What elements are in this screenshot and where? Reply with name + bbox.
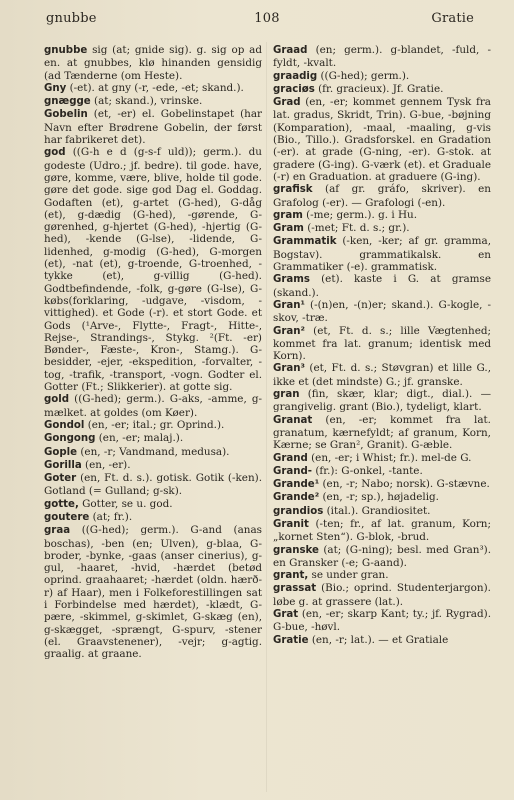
entry-body: (-met; Ft. d. s.; gr.). bbox=[303, 222, 410, 235]
dictionary-entry bbox=[44, 498, 262, 511]
entry-body: (fin, skær, klar; digt., dial.). — grangivelig. grant (Bio.), tydeligt, klart. bbox=[273, 388, 491, 414]
entry-body: (et, Ft. d. s.; Støvgran) et lille G., ikke et (det mindste) G.; jf. granske. bbox=[273, 362, 491, 388]
dictionary-entry bbox=[44, 511, 262, 524]
entry-headword: Gny bbox=[44, 82, 67, 94]
entry-body: (fr. gracieux). Jf. Gratie. bbox=[314, 82, 444, 95]
dictionary-entry bbox=[44, 446, 262, 459]
dictionary-entry bbox=[44, 95, 262, 108]
entry-headword: Gobelin bbox=[44, 109, 88, 121]
entry-headword: grandios bbox=[273, 505, 324, 517]
entry-body: se under gran. bbox=[308, 569, 389, 582]
entry-body: (-me; germ.). g. i Hu. bbox=[302, 208, 418, 221]
entry-headword: Grad bbox=[273, 97, 301, 109]
entry-body: (en, -r; sp.), højadelig. bbox=[319, 491, 439, 504]
dictionary-entry bbox=[273, 388, 491, 414]
entry-body: (et). kaste i G. at gramse (skand.). bbox=[273, 273, 491, 299]
dictionary-entry bbox=[44, 44, 262, 82]
dictionary-entry bbox=[273, 299, 491, 325]
entry-headword: grafisk bbox=[273, 184, 313, 196]
entry-body: ((G-hed); germ.). G-and (anas boschas), -ben (en; Ulven), g-blaa, G-broder, -bynke, -gaas (anser cinerius), g-gul, -haaret, -hvid, -hærdet (betød oprind. graahaaret; -hærdet (oldn. hærð-r) af Haar), men i Folkeforestillingen sat i Forbindelse med hærdet), -klædt, G-pære, -skimmel, g-skimlet, G-skæg (en), g-skægget, -sprængt, G-spurv, -stener (el. Graavstenener), -vejr; g-agtig. graalig. at graane. bbox=[44, 524, 262, 661]
dictionary-entry bbox=[273, 44, 491, 70]
dictionary-entry bbox=[273, 273, 491, 299]
running-head bbox=[44, 11, 490, 29]
entry-headword: Grand- bbox=[273, 465, 313, 477]
dictionary-entry bbox=[273, 183, 491, 209]
entry-headword: Gratie bbox=[273, 634, 309, 646]
entry-headword: Grand bbox=[273, 452, 308, 464]
left-column bbox=[44, 44, 262, 661]
entry-body: ((G-hed); germ.). bbox=[317, 69, 410, 82]
dictionary-entry bbox=[44, 459, 262, 472]
entry-headword: Gram bbox=[273, 223, 304, 235]
entry-body: ((G-hed); germ.). G-aks, -amme, g-mælket. at goldes (om Køer). bbox=[44, 393, 262, 419]
entry-headword: god bbox=[44, 147, 66, 159]
entry-headword: Grat bbox=[273, 609, 299, 621]
entry-body: ((G-h e d (g-s-f uld)); germ.). du godeste (Udro.; jf. bedre). til gode. have, gøre, komme, være, blive, holde til gode. gøre det gode. sige god Dag el. Goddag. Godaften (et), g-artet (G-hed), G-dåg (et), g-dædig (G-hed), -gørende, G-gørenhed, g-hjertet (G-hed), -hjertig (G-hed), -kende (G-lse), -lidende, G-lidenhed, g-modig (G-hed), G-morgen (et), -nat (et), g-troende, G-troenhed, -tykke (et), g-villig (G-hed). Godtbefindende, -folk, g-gøre (G-lse), G-købs(forklaring, -udgave, -visdom, -vittighed). et Gode (-r). et stort Gode. et Gods (¹Arve-, Flytte-, Fragt-, Hitte-, Rejse-, Strandings-, Stykg. ²(Ft. -er) Bønder-, Fæste-, Kron-, Stamg.). G-besidder, -ejer, -ekspedition, -forvalter, -tog, -trafik, -transport, -vogn. Godter el. Gotter (Ft.; Slikkerier). at gotte sig. bbox=[44, 146, 262, 394]
dictionary-entry bbox=[44, 108, 262, 146]
entry-headword: gran bbox=[273, 389, 300, 401]
entry-body: (ital.). Grandiositet. bbox=[323, 504, 431, 517]
entry-headword: graciøs bbox=[273, 83, 315, 95]
entry-body: (at; skand.), vrinske. bbox=[90, 95, 203, 108]
entry-body: (en, -er; i Whist; fr.). mel-de G. bbox=[307, 451, 472, 464]
entry-body: (af gr. gráfo, skriver). en Grafolog (-er). — Grafologi (-en). bbox=[273, 183, 491, 209]
entry-body: (at; fr.). bbox=[89, 510, 133, 523]
dictionary-entry bbox=[44, 393, 262, 419]
dictionary-entry bbox=[273, 414, 491, 452]
dictionary-entry bbox=[273, 569, 491, 582]
entry-headword: Gorilla bbox=[44, 459, 82, 471]
entry-body: (et, Ft. d. s.; lille Vægtenhed; kommet fra lat. granum; identisk med Korn). bbox=[273, 324, 491, 363]
dictionary-entry bbox=[273, 491, 491, 504]
entry-body: (Bio.; oprind. Studenterjargon). løbe g. at grassere (lat.). bbox=[273, 582, 491, 608]
entry-body: (en, -er; skarp Kant; ty.; jf. Rygrad). G-bue, -høvl. bbox=[273, 608, 491, 634]
entry-headword: gotte, bbox=[44, 498, 79, 510]
dictionary-entry bbox=[273, 608, 491, 634]
entry-headword: Gran² bbox=[273, 325, 305, 337]
entry-body: (en, -er). bbox=[81, 458, 131, 471]
entry-body: (en; germ.). g-blandet, -fuld, -fyldt, -kvalt. bbox=[273, 44, 491, 70]
dictionary-entry bbox=[273, 235, 491, 273]
entry-body: sig (at; gnide sig). g. sig op ad en. at gnubbes, klø hinanden gensidig (ad Tænderne (om Heste). bbox=[44, 44, 262, 82]
entry-body: (et, -er) el. Gobelinstapet (har Navn efter Brødrene Gobelin, der først har fabrikeret det). bbox=[44, 108, 262, 147]
dictionary-entry bbox=[273, 582, 491, 608]
dictionary-entry bbox=[273, 634, 491, 647]
entry-body: (-ken, -ker; af gr. gramma, Bogstav). grammatikalsk. en Grammatiker (-e). grammatisk. bbox=[273, 235, 491, 274]
entry-body: (en, -er; ital.; gr. Oprind.). bbox=[84, 418, 225, 431]
entry-body: (en, -er; kommet fra lat. granatum, kærnefyldt; af granum, Korn, Kærne; se Gran², Granit). G-æble. bbox=[273, 413, 491, 452]
entry-body: (en, -r; lat.). — et Gratiale bbox=[308, 633, 449, 646]
right-column bbox=[273, 44, 491, 647]
entry-headword: granske bbox=[273, 544, 319, 556]
dictionary-entry bbox=[273, 209, 491, 222]
entry-headword: graadig bbox=[273, 70, 318, 82]
entry-headword: Grande² bbox=[273, 492, 320, 504]
entry-headword: grant, bbox=[273, 570, 309, 582]
dictionary-entry bbox=[273, 362, 491, 388]
dictionary-entry bbox=[273, 325, 491, 363]
entry-headword: gram bbox=[273, 209, 303, 221]
entry-headword: Grande¹ bbox=[273, 479, 320, 491]
dictionary-entry bbox=[273, 518, 491, 544]
entry-body: (en, -er; kommet gennem Tysk fra lat. gradus, Skridt, Trin). G-bue, -bøjning (Komparation), -maal, -maaling, g-vis (Bio., Tillo.). Gradsforskel. en Gradation (-er). at grade (G-ning, -er). G-stok. at gradere (G-ing). G-værk (et). et Graduale (-r) en Graduation. at graduere (G-ing). bbox=[273, 96, 491, 183]
page-number: 108 bbox=[254, 11, 280, 26]
header-first-word: gnubbe bbox=[46, 11, 97, 26]
entry-body: (en, -r; Nabo; norsk). G-stævne. bbox=[319, 478, 490, 491]
entry-headword: gnubbe bbox=[44, 45, 88, 56]
entry-body: (fr.): G-onkel, -tante. bbox=[312, 464, 423, 477]
entry-body: (-(n)en, -(n)er; skand.). G-kogle, -skov, -træ. bbox=[273, 298, 491, 325]
dictionary-entry bbox=[44, 524, 262, 660]
entry-headword: Gran³ bbox=[273, 363, 305, 375]
entry-headword: Grams bbox=[273, 274, 310, 286]
dictionary-entry bbox=[44, 419, 262, 432]
entry-headword: graa bbox=[44, 525, 71, 537]
entry-body: (-et). at gny (-r, -ede, -et; skand.). bbox=[66, 81, 244, 94]
column-divider bbox=[266, 42, 267, 792]
entry-headword: Gran¹ bbox=[273, 299, 305, 311]
entry-headword: Gople bbox=[44, 446, 78, 458]
dictionary-entry bbox=[273, 452, 491, 465]
entry-body: (-ten; fr., af lat. granum, Korn; „kornet Sten“). G-blok, -brud. bbox=[273, 517, 491, 544]
dictionary-entry bbox=[273, 465, 491, 478]
entry-headword: Granit bbox=[273, 518, 309, 530]
dictionary-entry bbox=[273, 544, 491, 570]
entry-body: (at; (G-ning); besl. med Gran³). en Gransker (-e; G-aand). bbox=[273, 543, 491, 569]
entry-headword: Goter bbox=[44, 473, 77, 485]
entry-headword: gnægge bbox=[44, 96, 91, 108]
dictionary-entry bbox=[273, 222, 491, 235]
dictionary-entry bbox=[273, 70, 491, 83]
dictionary-entry bbox=[44, 82, 262, 95]
entry-headword: grassat bbox=[273, 583, 317, 595]
dictionary-entry bbox=[273, 505, 491, 518]
entry-headword: Grammatik bbox=[273, 236, 337, 248]
entry-headword: Granat bbox=[273, 414, 313, 426]
entry-headword: Graad bbox=[273, 45, 308, 56]
entry-headword: goutere bbox=[44, 511, 90, 523]
dictionary-entry bbox=[44, 472, 262, 498]
dictionary-entry bbox=[273, 83, 491, 96]
entry-body: (en, -r; Vandmand, medusa). bbox=[77, 445, 230, 458]
entry-headword: Gondol bbox=[44, 419, 85, 431]
entry-headword: Gongong bbox=[44, 433, 96, 445]
dictionary-entry bbox=[273, 478, 491, 491]
header-last-word: Gratie bbox=[431, 11, 474, 26]
dictionary-entry bbox=[44, 432, 262, 445]
dictionary-entry bbox=[273, 96, 491, 183]
dictionary-entry bbox=[44, 146, 262, 393]
entry-body: Gotter, se u. god. bbox=[78, 497, 173, 510]
entry-body: (en, -er; malaj.). bbox=[95, 432, 184, 445]
entry-headword: gold bbox=[44, 394, 70, 406]
entry-body: (en, Ft. d. s.). gotisk. Gotik (-ken). Gotland (= Gulland; g-sk). bbox=[44, 472, 262, 498]
